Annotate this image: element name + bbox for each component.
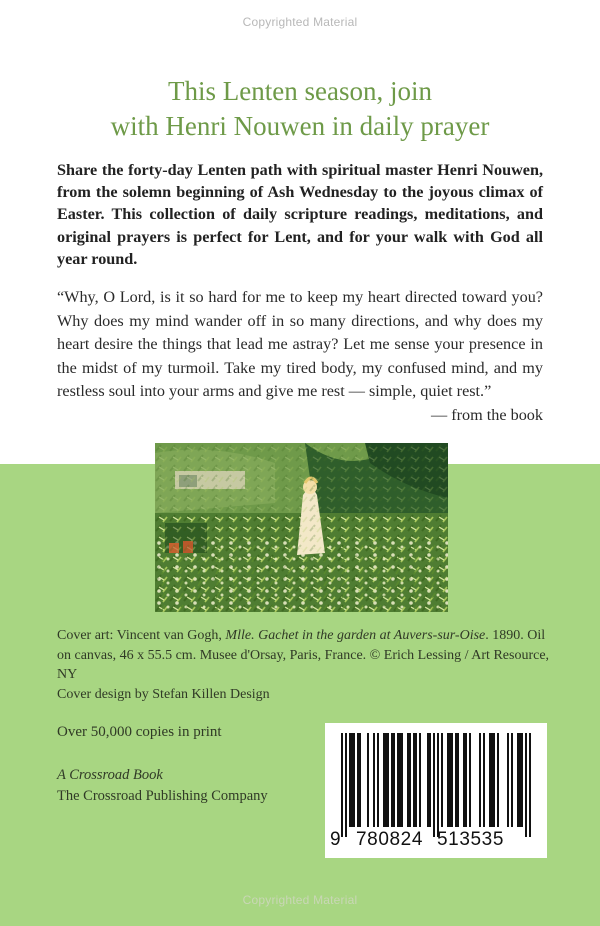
barcode-bar [525, 733, 527, 837]
barcode-bar [357, 733, 361, 827]
publisher-block [57, 765, 268, 807]
barcode-bar [377, 733, 379, 827]
barcode-bar [349, 733, 355, 827]
cover-art-credit: Cover art: Vincent van Gogh, Mlle. Gachet in the garden at Auvers-sur-Oise. 1890. Oil on canvas, 46 x 55.5 cm. Musee d'Orsay, Paris, France. © Erich Lessing / Art Resource, NY [57, 628, 550, 682]
barcode-bar [345, 733, 347, 837]
publisher-imprint: A Crossroad Book [57, 767, 163, 783]
publisher-company: The Crossroad Publishing Company [57, 788, 268, 804]
barcode-bar [463, 733, 467, 827]
barcode-bar [341, 733, 343, 837]
barcode-bar [397, 733, 403, 827]
quote [57, 286, 543, 428]
barcode-bar [441, 733, 443, 827]
barcode-bar [407, 733, 411, 827]
barcode-bar [433, 733, 435, 837]
quote-source: — from the book [431, 405, 543, 424]
cover-painting [155, 443, 448, 612]
headline-line-2: with Henri Nouwen in daily prayer [110, 111, 490, 141]
barcode-bar [529, 733, 531, 837]
barcode-bar [391, 733, 395, 827]
copies-in-print: Over 50,000 copies in print [57, 724, 222, 740]
barcode-bar [517, 733, 523, 827]
cover-design-credit: Cover design by Stefan Killen Design [57, 686, 270, 702]
watermark-bottom: Copyrighted Material [242, 893, 358, 907]
barcode-bar [511, 733, 513, 827]
quote-text: “Why, O Lord, is it so hard for me to keep my heart directed toward you? Why does my mind wander off in so many directions, and why does my heart desire the things that lead me astray? Let me sense your presence in the midst of my turmoil. Take my tired body, my confused mind, and my restless soul into your arms and give me rest — simple, quiet rest.” [57, 288, 543, 401]
blurb: Share the forty-day Lenten path with spiritual master Henri Nouwen, from the solemn beginning of Ash Wednesday to the joyous climax of Easter. This collection of daily scripture readings, meditations, and original prayers is perfect for Lent, and for your walk with God all year round. [57, 161, 543, 268]
barcode-bar [455, 733, 459, 827]
barcode-bar [479, 733, 481, 827]
barcode-bar [419, 733, 421, 827]
barcode-group-2: 513535 [437, 829, 505, 850]
barcode-bar [489, 733, 495, 827]
barcode-digits [330, 829, 540, 851]
barcode-bar [413, 733, 417, 827]
barcode-bar [507, 733, 509, 827]
headline-line-1: This Lenten season, join [168, 76, 432, 106]
barcode-digit-first: 9 [330, 829, 341, 850]
headline [0, 74, 600, 144]
barcode-bar [497, 733, 499, 827]
cover-credits [57, 626, 557, 704]
barcode-bar [383, 733, 389, 827]
painting-illustration [155, 443, 448, 612]
barcode-group-1: 780824 [356, 829, 424, 850]
barcode-bar [367, 733, 369, 827]
barcode-bar [373, 733, 375, 827]
barcode-bar [469, 733, 471, 827]
barcode-bar [483, 733, 485, 827]
barcode-bar [427, 733, 431, 827]
artwork-title: Mlle. Gachet in the garden at Auvers-sur-Oise [225, 628, 486, 643]
watermark-top: Copyrighted Material [242, 15, 358, 29]
barcode-bar [437, 733, 439, 837]
barcode-bar [447, 733, 453, 827]
